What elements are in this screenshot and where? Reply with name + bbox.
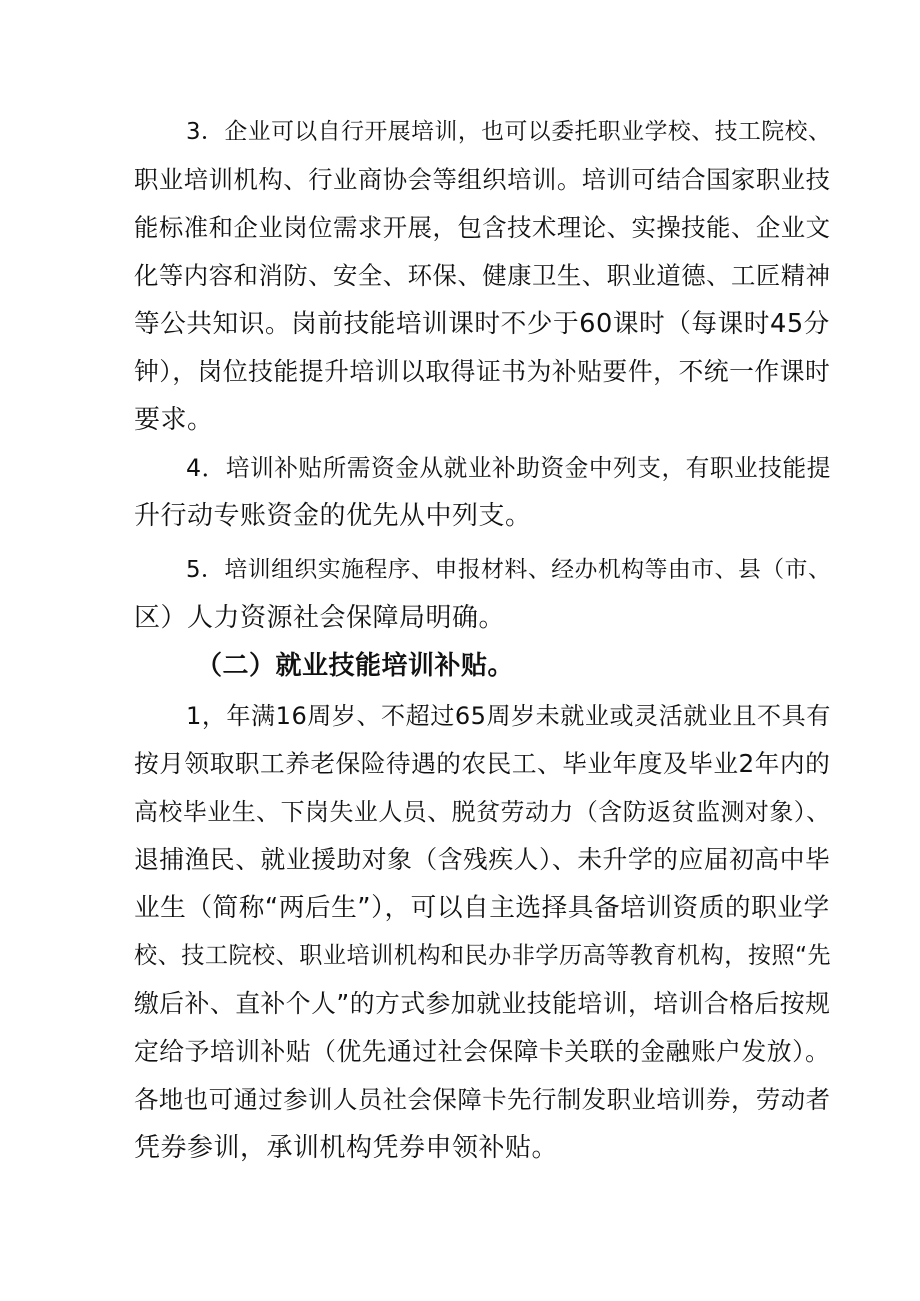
section-item-1-line-8: 定给予培训补贴（优先通过社会保障卡关联的金融账户发放）。 [134, 1037, 831, 1066]
item-3-line-7: 要求。 [134, 405, 214, 435]
item-3-line-3: 能标准和企业岗位需求开展，包含技术理论、实操技能、企业文 [134, 213, 831, 242]
section-item-1-line-3: 高校毕业生、下岗失业人员、脱贫劳动力（含防返贫监测对象）、 [134, 798, 831, 826]
item-3-line-5: 等公共知识。岗前技能培训课时不少于60课时（每课时45分 [134, 309, 830, 339]
section-item-1-line-5: 业生（简称“两后生”），可以自主选择具备培训资质的职业学 [134, 893, 830, 923]
section-item-1-line-7: 缴后补、直补个人”的方式参加就业技能培训，培训合格后按规 [134, 989, 831, 1018]
section-item-1-line-1: 1，年满16周岁、不超过65周岁未就业或灵活就业且不具有 [186, 702, 831, 730]
section-item-1-line-10: 凭券参训，承训机构凭券申领补贴。 [134, 1133, 559, 1163]
section-item-1-line-4: 退捕渔民、就业援助对象（含残疾人）、未升学的应届初高中毕 [134, 845, 831, 874]
section-heading: （二）就业技能培训补贴。 [196, 651, 515, 681]
item-3-line-4: 化等内容和消防、安全、环保、健康卫生、职业道德、工匠精神 [134, 261, 831, 290]
item-4-line-2: 升行动专账资金的优先从中列支。 [134, 501, 532, 531]
item-5-line-1: 5．培训组织实施程序、申报材料、经办机构等由市、县（市、 [186, 557, 832, 583]
item-5-line-2: 区）人力资源社会保障局明确。 [134, 603, 506, 633]
section-item-1-line-9: 各地也可通过参训人员社会保障卡先行制发职业培训券，劳动者 [134, 1085, 831, 1114]
section-item-1-line-6: 校、技工院校、职业培训机构和民办非学历高等教育机构，按照“先 [134, 943, 832, 969]
section-item-1-line-2: 按月领取职工养老保险待遇的农民工、毕业年度及毕业2年内的 [134, 749, 831, 778]
item-3-line-6: 钟），岗位技能提升培训以取得证书为补贴要件，不统一作课时 [134, 357, 831, 386]
item-3-line-1: 3．企业可以自行开展培训，也可以委托职业学校、技工院校、 [186, 119, 832, 145]
item-3-line-2: 职业培训机构、行业商协会等组织培训。培训可结合国家职业技 [134, 165, 831, 194]
item-4-line-1: 4．培训补贴所需资金从就业补助资金中列支，有职业技能提 [186, 454, 831, 482]
